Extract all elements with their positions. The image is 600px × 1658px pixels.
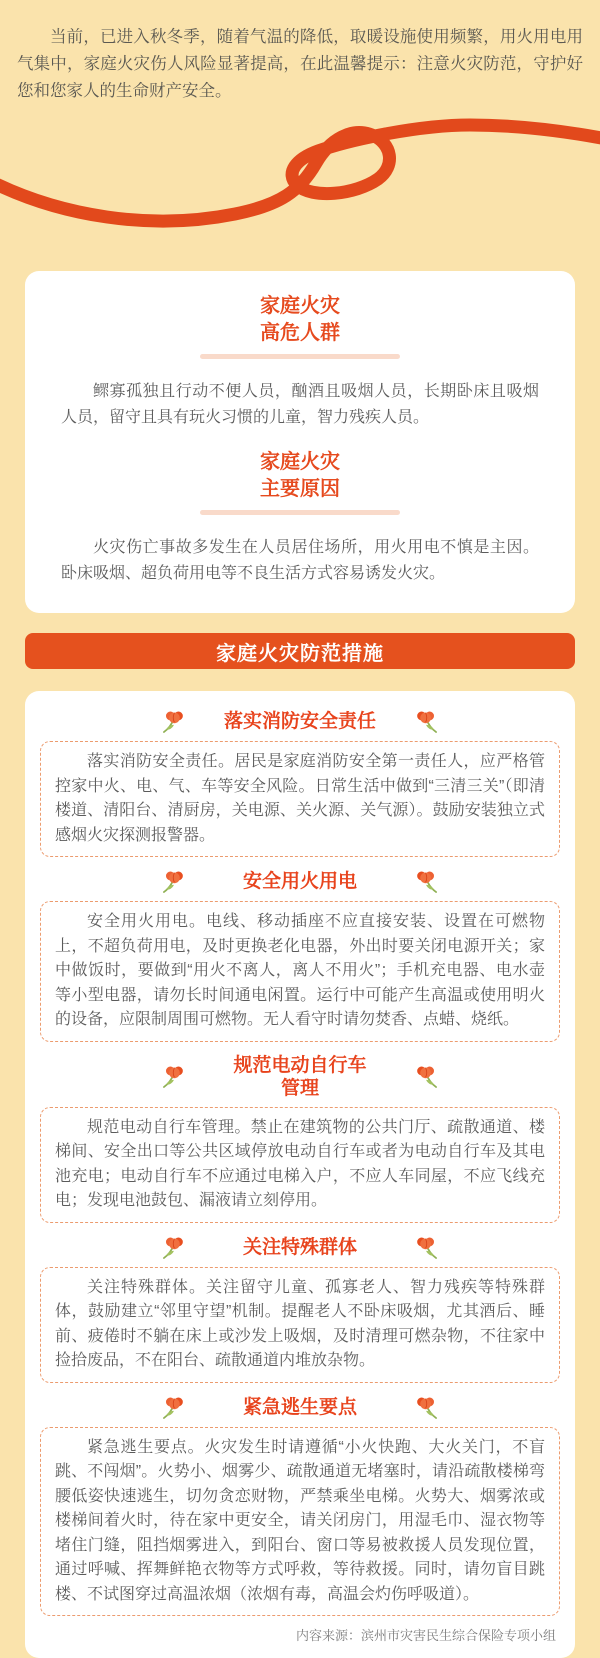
ribbon-swirl-decoration [0, 111, 600, 249]
ribbon-swirl-icon [0, 111, 600, 249]
info-block-title [61, 293, 539, 347]
section-title [184, 1236, 416, 1259]
flower-icon [416, 1395, 439, 1420]
title-underline-bar [200, 354, 400, 359]
section-title-row [40, 869, 560, 894]
title-line-2: 高危人群 [260, 322, 340, 344]
section-dashed-box [40, 741, 560, 857]
section-body: 规范电动自行车管理。禁止在建筑物的公共门厅、疏散通道、楼梯间、安全出口等公共区域停放电动自行车或者为电动自行车及其电池充电；电动自行车不应通过电梯入户，不应人车同屋，不应飞线充电；发现电池鼓包、漏液请立刻停用。 [55, 1118, 545, 1209]
section-dashed-box [40, 1427, 560, 1617]
section-body: 安全用火用电。电线、移动插座不应直接安装、设置在可燃物上，不超负荷用电，及时更换老化电器，外出时要关闭电源开关；家中做饭时，要做到“用火不离人，离人不用火”；手机充电器、电水壶等小型电器，请勿长时间通电闲置。运行中可能产生高温或使用明火的设备，应限制周围可燃物。无人看守时请勿焚香、点蜡、烧纸。 [55, 913, 545, 1028]
measure-section-escape [40, 1395, 560, 1617]
flower-icon [161, 1235, 184, 1260]
flower-icon [161, 1395, 184, 1420]
section-title [184, 710, 416, 733]
info-block-title [61, 449, 539, 503]
title-line-1: 家庭火灾 [260, 451, 340, 473]
section-title [184, 1054, 416, 1100]
title-line-1: 家庭火灾 [260, 295, 340, 317]
section-title-line-1: 关注特殊群体 [242, 1236, 357, 1258]
section-title [184, 1396, 416, 1419]
measure-section-special-groups [40, 1235, 560, 1383]
info-block-main-causes [61, 449, 539, 587]
measure-section-responsibility [40, 709, 560, 857]
banner-title: 家庭火灾防范措施 [216, 642, 384, 665]
section-body: 紧急逃生要点。火灾发生时请遵循“小火快跑、大火关门，不盲跳、不闯烟”。火势小、烟雾少、疏散通道无堵塞时，请沿疏散楼梯弯腰低姿快速逃生，切勿贪恋财物，严禁乘坐电梯。火势大、烟雾浓或楼梯间着火时，待在家中更安全，请关闭房门，用湿毛巾、湿衣物等堵住门缝，阻挡烟雾进入，到阳台、窗口等易被救援人员发现位置，通过呼喊、挥舞鲜艳衣物等方式呼救，等待救援。同时，请勿盲目跳楼、不试图穿过高温浓烟（浓烟有毒，高温会灼伤呼吸道）。 [55, 1438, 545, 1603]
flower-icon [416, 1235, 439, 1260]
section-body: 关注特殊群体。关注留守儿童、孤寡老人、智力残疾等特殊群体，鼓励建立“邻里守望”机制。提醒老人不卧床吸烟，尤其酒后、睡前、疲倦时不躺在床上或沙发上吸烟，及时清理可燃杂物，不往家中捡拾废品，不在阳台、疏散通道内堆放杂物。 [55, 1278, 545, 1369]
section-title-row [40, 1395, 560, 1420]
measure-section-ebike [40, 1054, 560, 1223]
section-title-line-1: 紧急逃生要点 [242, 1396, 357, 1418]
info-block-high-risk [61, 293, 539, 431]
intro-text: 当前，已进入秋冬季，随着气温的降低，取暖设施使用频繁，用火用电用气集中，家庭火灾伤人风险显著提高，在此温馨提示：注意火灾防范，守护好您和您家人的生命财产安全。 [17, 28, 583, 100]
flower-icon [416, 1064, 439, 1089]
section-title-row [40, 1054, 560, 1100]
flower-icon [161, 1064, 184, 1089]
info-block-body: 鳏寡孤独且行动不便人员，酗酒且吸烟人员，长期卧床且吸烟人员，留守且具有玩火习惯的儿童，智力残疾人员。 [61, 383, 539, 426]
content-source: 内容来源：滨州市灾害民生综合保险专项小组 [295, 1628, 556, 1643]
section-title-line-1: 落实消防安全责任 [223, 711, 376, 732]
flower-icon [416, 869, 439, 894]
flower-icon [161, 709, 184, 734]
measures-card [25, 691, 575, 1658]
section-title-line-1: 规范电动自行车 [233, 1054, 367, 1076]
section-title-row [40, 709, 560, 734]
section-dashed-box [40, 1107, 560, 1223]
intro-paragraph [0, 0, 600, 105]
measure-section-fire-electricity [40, 869, 560, 1042]
title-underline-bar [200, 510, 400, 515]
info-card [25, 271, 575, 613]
title-line-2: 主要原因 [260, 478, 340, 500]
flower-icon [416, 709, 439, 734]
section-banner [25, 633, 575, 669]
section-dashed-box [40, 901, 560, 1042]
section-dashed-box [40, 1267, 560, 1383]
section-title-row [40, 1235, 560, 1260]
section-title-line-2: 管理 [280, 1077, 319, 1099]
section-body: 落实消防安全责任。居民是家庭消防安全第一责任人，应严格管控家中火、电、气、车等安全风险。日常生活中做到“三清三关”（即清楼道、清阳台、清厨房，关电源、关火源、关气源）。鼓励安装独立式感烟火灾探测报警器。 [55, 753, 545, 844]
section-title-line-1: 安全用火用电 [242, 871, 357, 892]
section-title [184, 870, 416, 893]
info-block-body: 火灾伤亡事故多发生在人员居住场所，用火用电不慎是主因。卧床吸烟、超负荷用电等不良生活方式容易诱发火灾。 [61, 539, 539, 582]
flower-icon [161, 869, 184, 894]
